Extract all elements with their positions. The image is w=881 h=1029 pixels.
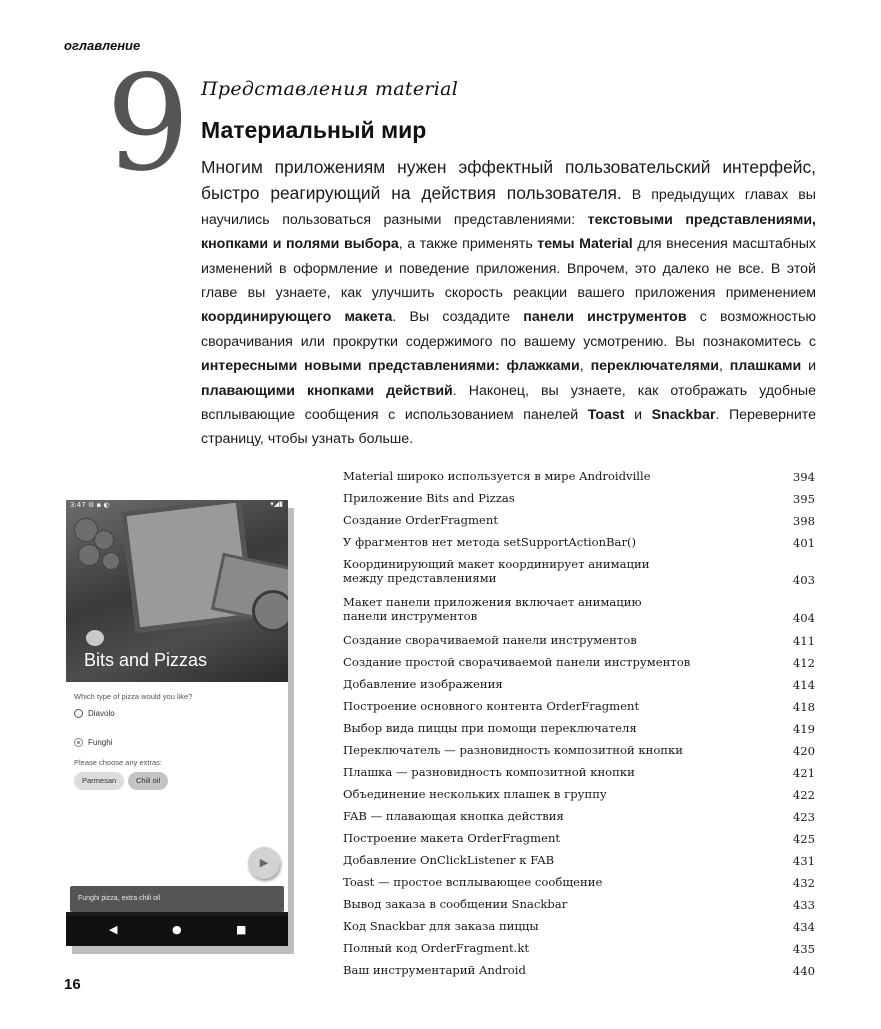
toc-entry-title: Приложение Bits and Pizzas bbox=[343, 491, 515, 505]
intro-bold: панели инструментов bbox=[523, 309, 687, 326]
chapter-number: 9 bbox=[106, 47, 186, 201]
toc-entry-title: Создание OrderFragment bbox=[343, 513, 498, 527]
toc-entry-title: Вывод заказа в сообщении Snackbar bbox=[343, 897, 568, 911]
toc-entry-title: Объединение нескольких плашек в группу bbox=[343, 787, 607, 801]
tomato bbox=[78, 544, 100, 566]
toc-entry-title: Переключатель — разновидность композитной кнопки bbox=[343, 743, 684, 757]
intro-bold: текстовыми представлениями, кнопками и полями выбора bbox=[201, 211, 816, 253]
toc-entry-page: 395 bbox=[792, 492, 815, 506]
toc-entry-page: 394 bbox=[792, 470, 815, 484]
radio-label: Funghi bbox=[88, 738, 113, 747]
toc-entry-title: Код Snackbar для заказа пиццы bbox=[343, 919, 539, 933]
toc-entry-title: Построение макета OrderFragment bbox=[343, 831, 561, 845]
toc-entry-title: У фрагментов нет метода setSupportActionBar() bbox=[343, 535, 637, 549]
fab-button[interactable] bbox=[248, 847, 280, 879]
garlic bbox=[86, 630, 104, 646]
toc-entry-title: Плашка — разновидность композитной кнопки bbox=[343, 765, 635, 779]
intro-text: . Вы создадите bbox=[392, 309, 524, 326]
toc-entry-page: 418 bbox=[792, 700, 815, 714]
intro-text: и bbox=[801, 358, 817, 375]
toc-entry-title: Ваш инструментарий Android bbox=[343, 963, 526, 977]
order-form bbox=[66, 682, 288, 912]
intro-bold: плашками bbox=[729, 358, 802, 375]
toc-entry-page: 419 bbox=[792, 722, 815, 736]
nav-back-icon[interactable]: ◀ bbox=[109, 923, 118, 936]
intro-text: . Наконец, вы узнаете, как отображать удобные всплывающие сообщения с использованием панелей bbox=[201, 382, 816, 424]
intro-text: , bbox=[718, 358, 730, 375]
intro-bold: интересными новыми представлениями: флажками bbox=[201, 358, 580, 375]
status-notification-icons: ⚙ ▪ ◐ bbox=[88, 501, 110, 509]
toc-entry-page: 411 bbox=[792, 634, 815, 648]
running-head: оглавление bbox=[64, 38, 141, 53]
intro-text: для внесения масштабных изменений в оформление и поведение приложения. Впрочем, это далеко не все. В этой главе вы узнаете, как улучшить скорость реакции вашего приложения применением bbox=[201, 236, 817, 302]
toc-entry-title: Material широко используется в мире Androidville bbox=[343, 469, 651, 483]
nav-home-icon[interactable]: ● bbox=[172, 923, 182, 936]
toc-entry-page: 404 bbox=[792, 611, 815, 625]
status-signal-battery-icons: ▾◢▮ bbox=[270, 500, 283, 508]
intro-text: с возможностью сворачивания или прокрутки содержимого по вашему усмотрению. Вы познакомитесь с bbox=[201, 309, 816, 350]
toc-entry-title: Макет панели приложения включает анимацию панели инструментов bbox=[343, 595, 642, 623]
intro-text: и bbox=[624, 407, 652, 424]
intro-lead: Многим приложениям нужен эффектный пользовательский интерфейс, быстро реагирующий на действия пользователя. bbox=[201, 157, 816, 204]
radio-label: Diavolo bbox=[88, 709, 115, 718]
toc-entry-page: 434 bbox=[792, 920, 815, 934]
play-arrow-icon: ▶ bbox=[259, 856, 269, 869]
toc-entry-page: 440 bbox=[792, 964, 815, 978]
toc-entry-page: 423 bbox=[792, 810, 815, 824]
toc-entry-title: Создание сворачиваемой панели инструментов bbox=[343, 633, 637, 647]
intro-bold: переключателями bbox=[590, 358, 719, 375]
toc-entry-title: FAB — плавающая кнопка действия bbox=[343, 809, 564, 823]
toc-entry-page: 398 bbox=[792, 514, 815, 528]
chapter-title: Материальный мир bbox=[201, 117, 427, 143]
radio-diavolo[interactable] bbox=[74, 709, 115, 718]
intro-bold: темы Material bbox=[537, 236, 633, 253]
toc-entry-title: Добавление изображения bbox=[343, 677, 503, 691]
nav-recents-icon[interactable]: ■ bbox=[236, 923, 247, 936]
pizza-question: Which type of pizza would you like? bbox=[74, 692, 193, 701]
toc-entry-page: 412 bbox=[792, 656, 815, 670]
toc-entry-page: 422 bbox=[792, 788, 815, 802]
intro-text: , а также применять bbox=[398, 236, 538, 253]
intro-bold: плавающими кнопками действий bbox=[201, 382, 453, 399]
intro-text: . Переверните страницу, чтобы узнать больше. bbox=[201, 407, 817, 448]
toc-entry-page: 433 bbox=[792, 898, 815, 912]
toc-entry-page: 432 bbox=[792, 876, 815, 890]
toc-entry-title: Полный код OrderFragment.kt bbox=[343, 941, 530, 955]
intro-text: В предыдущих главах вы научились пользоваться разными представлениями: bbox=[201, 187, 816, 228]
toc-entry-page: 425 bbox=[792, 832, 815, 846]
page-number: 16 bbox=[64, 976, 81, 993]
intro-bold: Toast bbox=[587, 407, 625, 424]
toc-entry-title: Координирующий макет координирует анимации между представлениями bbox=[343, 557, 650, 585]
snackbar: Funghi pizza, extra chili oil bbox=[70, 886, 284, 912]
phone-mockup bbox=[66, 500, 288, 946]
status-bar bbox=[66, 500, 288, 512]
toc-entry-page: 403 bbox=[792, 573, 815, 587]
toc-entry-page: 421 bbox=[792, 766, 815, 780]
radio-funghi[interactable] bbox=[74, 738, 112, 747]
chip-parmesan[interactable]: Parmesan bbox=[74, 772, 124, 790]
radio-button-icon bbox=[74, 709, 83, 718]
navigation-bar bbox=[66, 916, 288, 946]
hero-image bbox=[66, 500, 288, 682]
toc-entry-title: Построение основного контента OrderFragment bbox=[343, 699, 640, 713]
radio-button-checked-icon bbox=[74, 738, 83, 747]
intro-bold: координирующего макета bbox=[201, 309, 393, 326]
intro-text: , bbox=[579, 358, 591, 375]
chapter-script-title: Представления material bbox=[201, 78, 459, 100]
toc-entry-title: Добавление OnClickListener к FAB bbox=[343, 853, 555, 867]
bowl bbox=[252, 590, 288, 632]
toc-entry-title: Выбор вида пиццы при помощи переключателя bbox=[343, 721, 637, 735]
toc-entry-title: Создание простой сворачиваемой панели инструментов bbox=[343, 655, 691, 669]
toc-entry-page: 435 bbox=[792, 942, 815, 956]
tomato bbox=[102, 552, 120, 570]
toc-entry-page: 420 bbox=[792, 744, 815, 758]
toc-entry-page: 431 bbox=[792, 854, 815, 868]
extras-label: Please choose any extras: bbox=[74, 758, 162, 767]
toc-entry-page: 414 bbox=[792, 678, 815, 692]
status-time: 3:47 bbox=[70, 501, 86, 509]
chapter-intro bbox=[201, 155, 816, 452]
toc-entry-page: 401 bbox=[792, 536, 815, 550]
app-title: Bits and Pizzas bbox=[84, 650, 208, 670]
toc-entry-title: Toast — простое всплывающее сообщение bbox=[343, 875, 603, 889]
chip-chili-oil[interactable]: Chili oil bbox=[128, 772, 168, 790]
intro-bold: Snackbar bbox=[651, 407, 716, 424]
